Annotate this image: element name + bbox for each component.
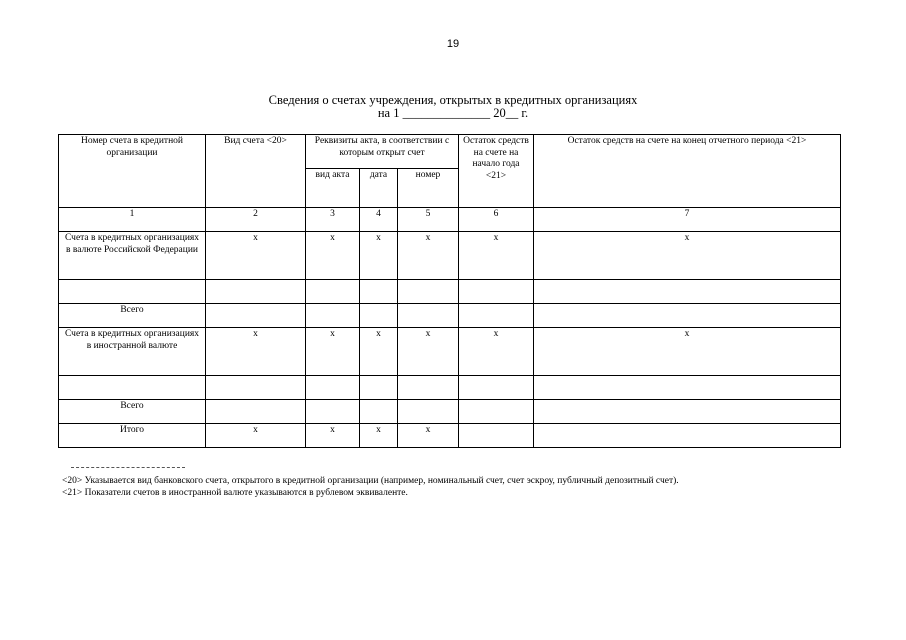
footnote-20: <20> Указывается вид банковского счета, открытого в кредитной организации (например, номинальный счет, счет эскроу, публичный депозитный счет). [62, 476, 679, 486]
x-mark: x [360, 232, 398, 280]
empty-cell[interactable] [534, 400, 841, 424]
accounts-table [58, 134, 841, 448]
fx-accounts-label: Счета в кредитных организациях в иностранной валюте [59, 328, 206, 376]
x-mark: x [459, 232, 534, 280]
column-number: 7 [534, 208, 841, 232]
grand-total-row [59, 424, 841, 448]
x-mark: x [398, 424, 459, 448]
header-act-number: номер [398, 169, 459, 208]
empty-cell[interactable] [360, 304, 398, 328]
header-account-type: Вид счета <20> [206, 135, 306, 208]
empty-cell[interactable] [306, 280, 360, 304]
empty-cell[interactable] [534, 376, 841, 400]
column-number: 6 [459, 208, 534, 232]
header-act-type: вид акта [306, 169, 360, 208]
title-line-2: на 1 ______________ 20__ г. [377, 106, 529, 120]
empty-cell[interactable] [534, 304, 841, 328]
empty-cell[interactable] [459, 280, 534, 304]
empty-row [59, 280, 841, 304]
empty-cell[interactable] [459, 304, 534, 328]
empty-cell[interactable] [534, 424, 841, 448]
empty-cell[interactable] [306, 400, 360, 424]
x-mark: x [206, 328, 306, 376]
column-number: 1 [59, 208, 206, 232]
empty-cell[interactable] [360, 400, 398, 424]
x-mark: x [206, 232, 306, 280]
rub-total-label: Всего [59, 304, 206, 328]
x-mark: x [534, 232, 841, 280]
header-act-details: Реквизиты акта, в соответствии с которым открыт счет [306, 135, 459, 169]
title-line-1: Сведения о счетах учреждения, открытых в кредитных организациях [268, 93, 638, 107]
empty-cell[interactable] [59, 376, 206, 400]
column-number: 5 [398, 208, 459, 232]
x-mark: x [360, 424, 398, 448]
empty-cell[interactable] [398, 280, 459, 304]
x-mark: x [206, 424, 306, 448]
fx-accounts-row [59, 328, 841, 376]
fx-total-label: Всего [59, 400, 206, 424]
document-title [0, 94, 906, 120]
empty-cell[interactable] [59, 280, 206, 304]
empty-cell[interactable] [360, 280, 398, 304]
empty-cell[interactable] [459, 376, 534, 400]
fx-total-row [59, 400, 841, 424]
empty-row [59, 376, 841, 400]
header-balance-end: Остаток средств на счете на конец отчетного периода <21> [534, 135, 841, 208]
x-mark: x [306, 328, 360, 376]
column-number: 2 [206, 208, 306, 232]
footnote-21: <21> Показатели счетов в иностранной валюте указываются в рублевом эквиваленте. [62, 488, 408, 498]
x-mark: x [398, 328, 459, 376]
footnote-separator [71, 467, 185, 468]
empty-cell[interactable] [459, 400, 534, 424]
x-mark: x [306, 232, 360, 280]
empty-cell[interactable] [534, 280, 841, 304]
x-mark: x [459, 328, 534, 376]
page-number: 19 [446, 38, 460, 50]
grand-total-label: Итого [59, 424, 206, 448]
x-mark: x [398, 232, 459, 280]
header-account-number: Номер счета в кредитной организации [59, 135, 206, 208]
header-act-date: дата [360, 169, 398, 208]
header-balance-start: Остаток средств на счете на начало года <21> [459, 135, 534, 208]
empty-cell[interactable] [306, 376, 360, 400]
empty-cell[interactable] [398, 376, 459, 400]
empty-cell[interactable] [206, 304, 306, 328]
empty-cell[interactable] [398, 304, 459, 328]
x-mark: x [534, 328, 841, 376]
empty-cell[interactable] [398, 400, 459, 424]
column-numbers-row [59, 208, 841, 232]
empty-cell[interactable] [206, 280, 306, 304]
empty-cell[interactable] [206, 400, 306, 424]
rub-total-row [59, 304, 841, 328]
rub-accounts-label: Счета в кредитных организациях в валюте Российской Федерации [59, 232, 206, 280]
rub-accounts-row [59, 232, 841, 280]
empty-cell[interactable] [360, 376, 398, 400]
empty-cell[interactable] [459, 424, 534, 448]
empty-cell[interactable] [306, 304, 360, 328]
x-mark: x [306, 424, 360, 448]
x-mark: x [360, 328, 398, 376]
column-number: 3 [306, 208, 360, 232]
empty-cell[interactable] [206, 376, 306, 400]
column-number: 4 [360, 208, 398, 232]
footnotes [62, 475, 842, 499]
header-row-1 [59, 135, 841, 169]
